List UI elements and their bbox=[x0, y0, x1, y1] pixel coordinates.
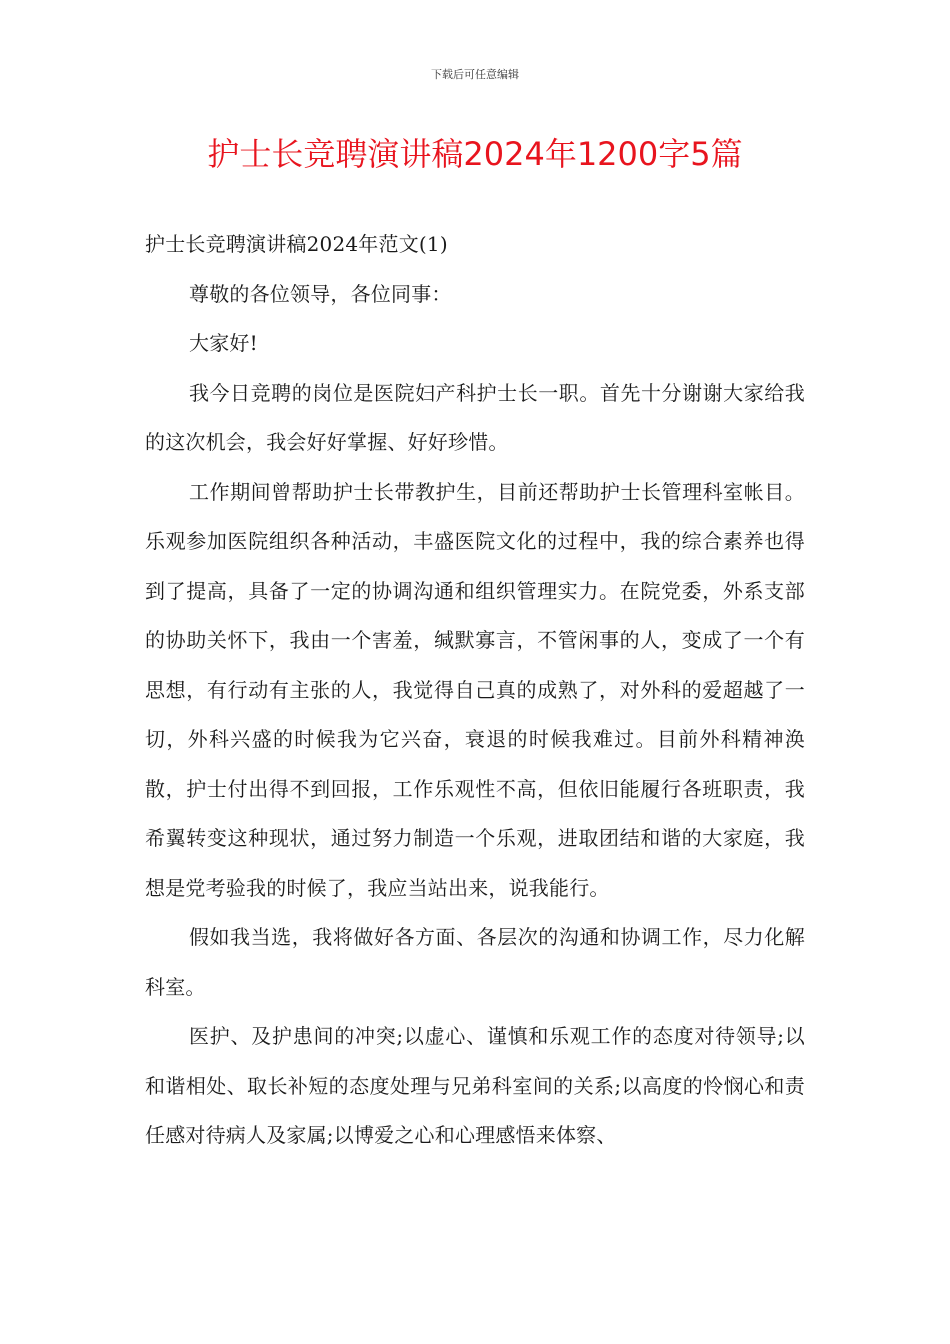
header-note: 下载后可任意编辑 bbox=[431, 68, 519, 81]
paragraph-greeting: 尊敬的各位领导，各位同事： bbox=[189, 281, 452, 306]
paragraph: 我今日竞聘的岗位是医院妇产科护士长一职。首先十分谢谢大家给我的这次机会，我会好好掌握、好好珍惜。 bbox=[145, 380, 805, 454]
document-body bbox=[145, 220, 805, 1161]
document-title: 护士长竞聘演讲稿2024年1200字5篇 bbox=[207, 135, 743, 173]
paragraph: 医护、及护患间的冲突;以虚心、谨慎和乐观工作的态度对待领导;以和谐相处、取长补短的态度处理与兄弟科室间的关系;以高度的怜悯心和责任感对待病人及家属;以博爱之心和心理感悟来体察、 bbox=[145, 1024, 805, 1147]
paragraph: 工作期间曾帮助护士长带教护生，目前还帮助护士长管理科室帐目。乐观参加医院组织各种活动，丰盛医院文化的过程中，我的综合素养也得到了提高，具备了一定的协调沟通和组织管理实力。在院党委，外系支部的协助关怀下，我由一个害羞，缄默寡言，不管闲事的人，变成了一个有思想，有行动有主张的人，我觉得自己真的成熟了，对外科的爱超越了一切，外科兴盛的时候我为它兴奋，衰退的时候我难过。目前外科精神涣散，护士付出得不到回报，工作乐观性不高，但依旧能履行各班职责，我希翼转变这种现状，通过努力制造一个乐观，进取团结和谐的大家庭，我想是党考验我的时候了，我应当站出来，说我能行。 bbox=[145, 479, 805, 900]
paragraph-hello: 大家好! bbox=[189, 331, 258, 355]
paragraph-subtitle: 护士长竞聘演讲稿2024年范文(1) bbox=[145, 232, 448, 256]
paragraph: 假如我当选，我将做好各方面、各层次的沟通和协调工作，尽力化解科室。 bbox=[145, 925, 805, 999]
